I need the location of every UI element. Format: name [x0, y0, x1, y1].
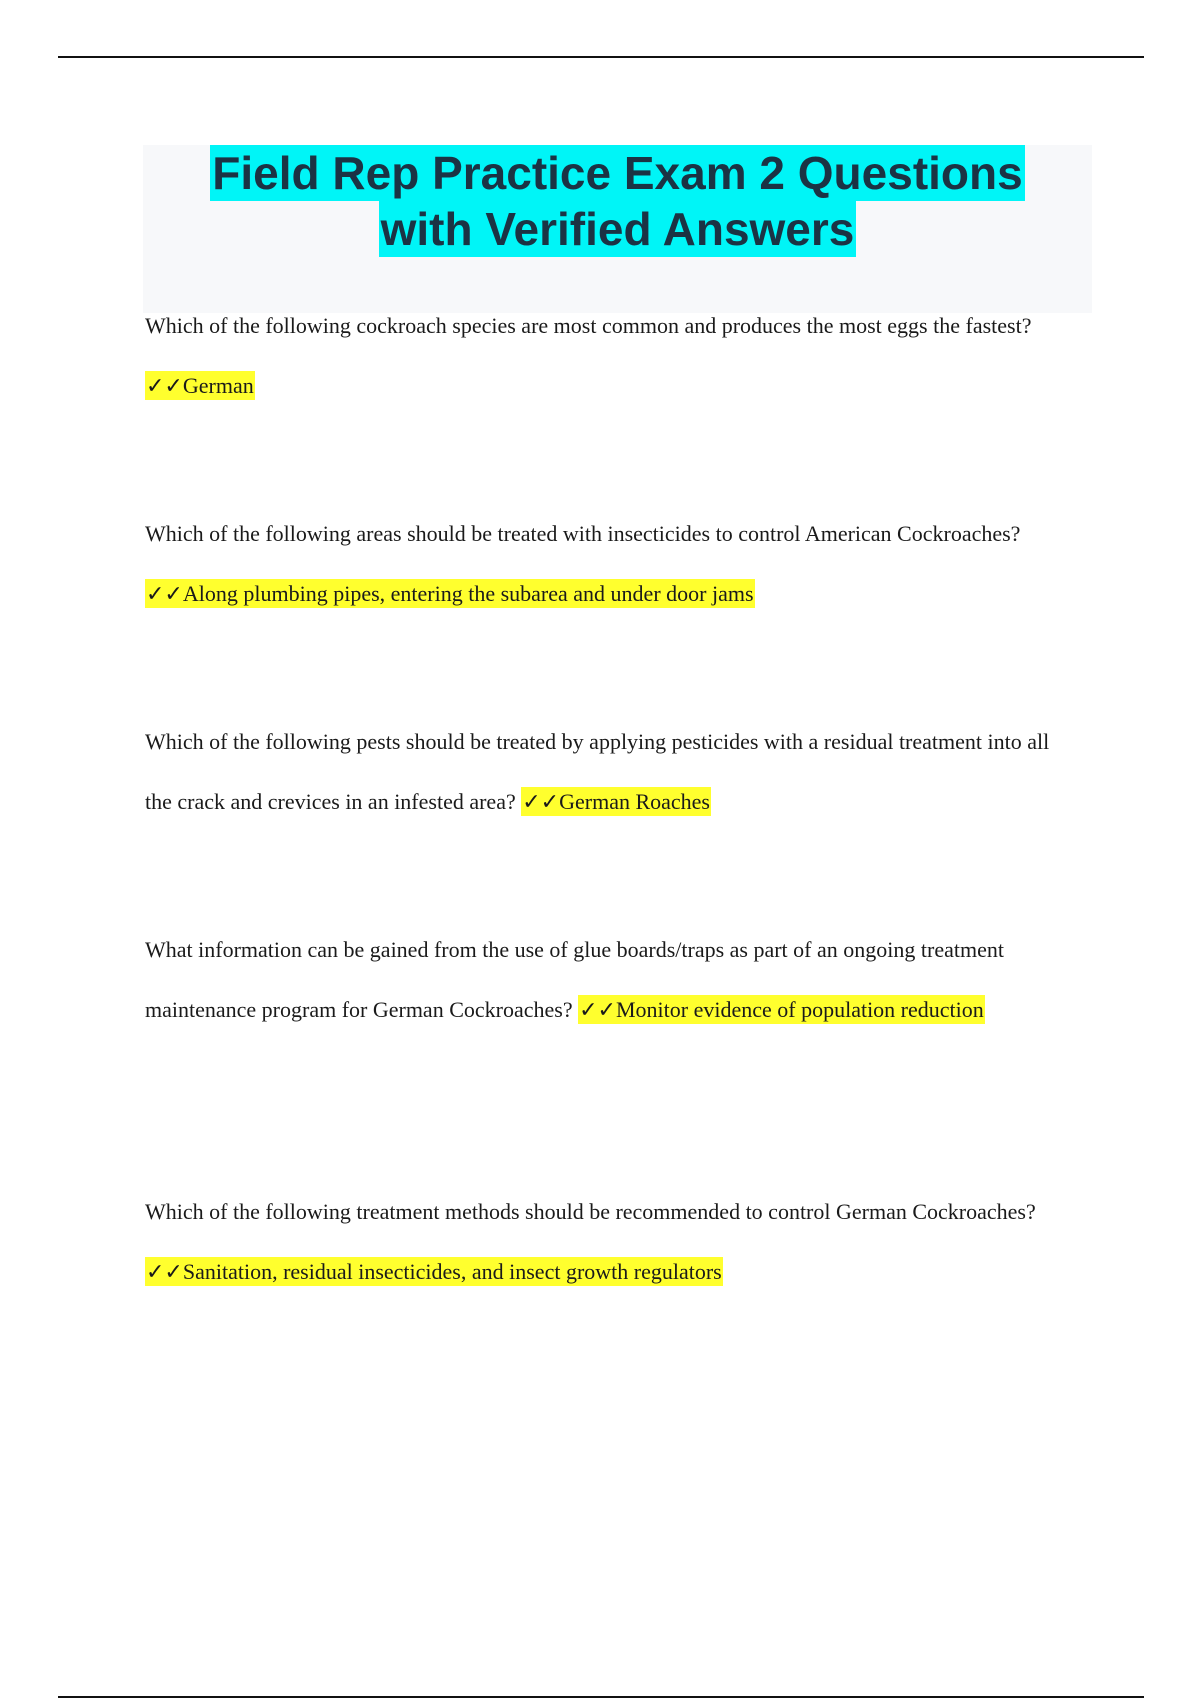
question-text: Which of the following treatment methods should be recommended to control German Cockroaches? — [145, 1199, 1036, 1224]
check-mark-icon: ✓✓ — [146, 373, 183, 398]
answer-text: German Roaches — [559, 789, 710, 814]
answer-highlight — [145, 579, 755, 608]
document-title-line-1: Field Rep Practice Exam 2 Questions — [212, 147, 1023, 199]
answer-highlight — [578, 995, 985, 1024]
question-item-3 — [145, 712, 1075, 832]
top-rule — [58, 56, 1144, 58]
question-item-1 — [145, 296, 1075, 416]
answer-highlight — [145, 1257, 723, 1286]
check-mark-icon: ✓✓ — [146, 1259, 183, 1284]
answer-text: Along plumbing pipes, entering the subarea and under door jams — [182, 581, 754, 606]
answer-text: Sanitation, residual insecticides, and insect growth regulators — [182, 1259, 722, 1284]
question-item-5 — [145, 1182, 1075, 1302]
bottom-rule — [58, 1696, 1144, 1698]
question-text: What information can be gained from the use of glue boards/traps as part of an ongoing treatment maintenance program for German Cockroaches? — [145, 937, 1004, 1022]
check-mark-icon: ✓✓ — [522, 789, 560, 814]
question-text: Which of the following areas should be treated with insecticides to control American Cockroaches? — [145, 521, 1021, 546]
question-text: Which of the following pests should be treated by applying pesticides with a residual treatment into all the crack and crevices in an infested area? — [145, 729, 1050, 814]
answer-text: German — [182, 373, 254, 398]
question-text: Which of the following cockroach species are most common and produces the most eggs the fastest? — [145, 313, 1032, 338]
answer-text: Monitor evidence of population reduction — [615, 997, 984, 1022]
check-mark-icon: ✓✓ — [146, 581, 183, 606]
document-title-line-2: with Verified Answers — [380, 203, 855, 255]
question-item-2 — [145, 504, 1075, 624]
check-mark-icon: ✓✓ — [579, 997, 616, 1022]
title-banner — [143, 145, 1092, 313]
answer-highlight — [521, 787, 711, 816]
answer-highlight — [145, 371, 255, 400]
question-item-4 — [145, 920, 1075, 1040]
